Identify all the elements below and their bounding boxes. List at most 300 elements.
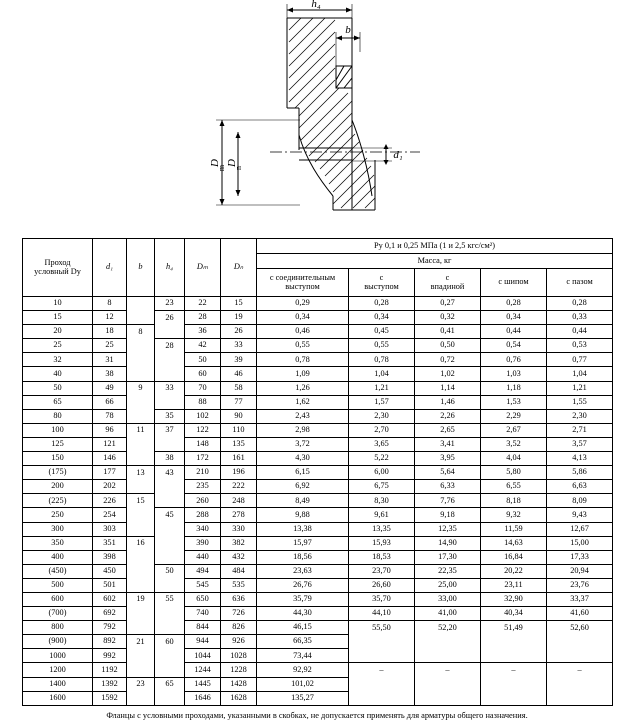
cell-dn: 26 bbox=[221, 325, 257, 339]
cell-mass-slot bbox=[547, 677, 613, 691]
cell-mass-spike: – bbox=[481, 663, 547, 677]
mass-groove-line2: впадиной bbox=[430, 281, 465, 291]
cell-dy: 500 bbox=[23, 578, 93, 592]
cell-mass-groove: 0,41 bbox=[415, 325, 481, 339]
footnote-text: Фланцы с условными проходами, указанными в скобках, не допускается применять для арматуры общего назначения. bbox=[106, 710, 528, 720]
cell-dn: 58 bbox=[221, 381, 257, 395]
cell-b bbox=[127, 311, 155, 325]
cell-mass-joint: 8,49 bbox=[257, 494, 349, 508]
cell-mass-spike: 5,80 bbox=[481, 466, 547, 480]
cell-d1: 1192 bbox=[93, 663, 127, 677]
cell-dm: 235 bbox=[185, 480, 221, 494]
cell-mass-slot: 0,28 bbox=[547, 297, 613, 311]
label-Dm-sub: m bbox=[217, 164, 226, 172]
cell-mass-groove: 6,33 bbox=[415, 480, 481, 494]
cell-b bbox=[127, 508, 155, 522]
cell-h4 bbox=[155, 325, 185, 339]
cell-dm: 1646 bbox=[185, 691, 221, 705]
cell-h4 bbox=[155, 536, 185, 550]
cell-mass-spike: 1,18 bbox=[481, 381, 547, 395]
footnote bbox=[0, 711, 634, 720]
cell-d1: 202 bbox=[93, 480, 127, 494]
cell-mass-groove bbox=[415, 691, 481, 705]
cell-mass-spike: 1,53 bbox=[481, 395, 547, 409]
label-Dn-sub: n bbox=[234, 166, 243, 170]
col-header-mass-tenon bbox=[349, 269, 415, 297]
cell-mass-groove: 2,65 bbox=[415, 423, 481, 437]
cell-mass-tenon: 26,60 bbox=[349, 578, 415, 592]
table-row bbox=[23, 423, 613, 437]
cell-mass-groove: 22,35 bbox=[415, 564, 481, 578]
cell-b bbox=[127, 480, 155, 494]
cell-mass-joint: 3,72 bbox=[257, 437, 349, 451]
cell-dn: 161 bbox=[221, 452, 257, 466]
cell-mass-slot: 20,94 bbox=[547, 564, 613, 578]
cell-mass-slot: 41,60 bbox=[547, 607, 613, 621]
cell-dy: 200 bbox=[23, 480, 93, 494]
cell-h4 bbox=[155, 437, 185, 451]
cell-mass-joint: 9,88 bbox=[257, 508, 349, 522]
cell-d1: 12 bbox=[93, 311, 127, 325]
col-header-dy-line1: Проход bbox=[44, 257, 71, 267]
cell-dy: (450) bbox=[23, 564, 93, 578]
cell-b bbox=[127, 522, 155, 536]
cell-mass-slot: 0,77 bbox=[547, 353, 613, 367]
cell-mass-slot bbox=[547, 635, 613, 649]
cell-b: 9 bbox=[127, 381, 155, 395]
cell-dn: 278 bbox=[221, 508, 257, 522]
cell-h4 bbox=[155, 367, 185, 381]
cell-mass-joint: 101,02 bbox=[257, 677, 349, 691]
cell-mass-spike bbox=[481, 677, 547, 691]
cell-mass-joint: 1,62 bbox=[257, 395, 349, 409]
cell-b bbox=[127, 691, 155, 705]
table-row bbox=[23, 649, 613, 663]
cell-mass-groove: 25,00 bbox=[415, 578, 481, 592]
cell-mass-tenon: 0,34 bbox=[349, 311, 415, 325]
table-row bbox=[23, 437, 613, 451]
cell-dm: 260 bbox=[185, 494, 221, 508]
cell-b: 15 bbox=[127, 494, 155, 508]
table-row bbox=[23, 325, 613, 339]
cell-dn: 1028 bbox=[221, 649, 257, 663]
table-row bbox=[23, 607, 613, 621]
cell-mass-tenon: 6,00 bbox=[349, 466, 415, 480]
cell-dm: 740 bbox=[185, 607, 221, 621]
cell-dy: 10 bbox=[23, 297, 93, 311]
cell-mass-slot: 2,30 bbox=[547, 409, 613, 423]
table-row bbox=[23, 297, 613, 311]
cell-mass-tenon bbox=[349, 649, 415, 663]
cell-d1: 692 bbox=[93, 607, 127, 621]
table-row bbox=[23, 592, 613, 606]
cell-mass-spike: 16,84 bbox=[481, 550, 547, 564]
cell-dm: 22 bbox=[185, 297, 221, 311]
cell-dy: 40 bbox=[23, 367, 93, 381]
table-row bbox=[23, 494, 613, 508]
cell-h4: 65 bbox=[155, 677, 185, 691]
cell-dy: (225) bbox=[23, 494, 93, 508]
cell-mass-slot: 0,33 bbox=[547, 311, 613, 325]
cell-mass-spike: 14,63 bbox=[481, 536, 547, 550]
cell-b bbox=[127, 564, 155, 578]
cell-mass-groove: – bbox=[415, 663, 481, 677]
cell-d1: 892 bbox=[93, 635, 127, 649]
cell-mass-tenon: 35,70 bbox=[349, 592, 415, 606]
table-row bbox=[23, 452, 613, 466]
cell-mass-joint: 6,92 bbox=[257, 480, 349, 494]
col-header-h4: h₄ bbox=[155, 239, 185, 297]
cell-mass-groove: 7,76 bbox=[415, 494, 481, 508]
cell-mass-groove: 1,02 bbox=[415, 367, 481, 381]
col-header-dy bbox=[23, 239, 93, 297]
cell-mass-joint: 2,98 bbox=[257, 423, 349, 437]
cell-dn: 1228 bbox=[221, 663, 257, 677]
cell-b bbox=[127, 621, 155, 635]
cell-mass-joint: 2,43 bbox=[257, 409, 349, 423]
cell-h4 bbox=[155, 522, 185, 536]
cell-d1: 1592 bbox=[93, 691, 127, 705]
table-row bbox=[23, 480, 613, 494]
cell-mass-slot: 17,33 bbox=[547, 550, 613, 564]
mass-title: Масса, кг bbox=[257, 254, 613, 269]
cell-mass-groove: 1,14 bbox=[415, 381, 481, 395]
cell-h4: 37 bbox=[155, 423, 185, 437]
table-row bbox=[23, 536, 613, 550]
table-row bbox=[23, 691, 613, 705]
cell-h4 bbox=[155, 607, 185, 621]
cell-mass-joint: 1,09 bbox=[257, 367, 349, 381]
cell-dm: 88 bbox=[185, 395, 221, 409]
cell-dn: 432 bbox=[221, 550, 257, 564]
cell-mass-slot: 23,76 bbox=[547, 578, 613, 592]
cell-mass-joint: 66,35 bbox=[257, 635, 349, 649]
cell-h4: 35 bbox=[155, 409, 185, 423]
cell-dm: 1044 bbox=[185, 649, 221, 663]
table-row bbox=[23, 663, 613, 677]
cell-d1: 66 bbox=[93, 395, 127, 409]
cell-dn: 1628 bbox=[221, 691, 257, 705]
cell-h4 bbox=[155, 691, 185, 705]
cell-mass-groove bbox=[415, 677, 481, 691]
cell-b bbox=[127, 437, 155, 451]
table-row bbox=[23, 381, 613, 395]
cell-dn: 484 bbox=[221, 564, 257, 578]
cell-mass-groove: 0,32 bbox=[415, 311, 481, 325]
cell-dy: (175) bbox=[23, 466, 93, 480]
cell-mass-groove: 1,46 bbox=[415, 395, 481, 409]
cell-dn: 248 bbox=[221, 494, 257, 508]
cell-h4: 38 bbox=[155, 452, 185, 466]
col-header-b: b bbox=[127, 239, 155, 297]
cell-dm: 210 bbox=[185, 466, 221, 480]
cell-mass-slot: 52,60 bbox=[547, 621, 613, 635]
cell-mass-joint: 73,44 bbox=[257, 649, 349, 663]
cell-b: 8 bbox=[127, 325, 155, 339]
cell-dy: 1200 bbox=[23, 663, 93, 677]
label-h4: h₄ bbox=[311, 0, 321, 10]
cell-dy: 150 bbox=[23, 452, 93, 466]
table-row bbox=[23, 409, 613, 423]
cell-dy: 600 bbox=[23, 592, 93, 606]
cell-mass-tenon bbox=[349, 677, 415, 691]
cell-mass-groove bbox=[415, 635, 481, 649]
cell-mass-slot: 4,13 bbox=[547, 452, 613, 466]
cell-mass-spike: 0,44 bbox=[481, 325, 547, 339]
cell-mass-groove: 0,72 bbox=[415, 353, 481, 367]
cell-mass-spike: 20,22 bbox=[481, 564, 547, 578]
cell-dm: 102 bbox=[185, 409, 221, 423]
cell-mass-groove: 17,30 bbox=[415, 550, 481, 564]
cell-d1: 351 bbox=[93, 536, 127, 550]
cell-mass-joint: 4,30 bbox=[257, 452, 349, 466]
table-row bbox=[23, 677, 613, 691]
cell-dn: 222 bbox=[221, 480, 257, 494]
cell-mass-groove bbox=[415, 649, 481, 663]
cell-mass-slot: 33,37 bbox=[547, 592, 613, 606]
flange-dimensions-table bbox=[22, 238, 613, 706]
cell-mass-tenon: 0,55 bbox=[349, 339, 415, 353]
cell-mass-spike: 8,18 bbox=[481, 494, 547, 508]
col-header-d1: d₁ bbox=[93, 239, 127, 297]
cell-mass-joint: 6,15 bbox=[257, 466, 349, 480]
cell-mass-groove: 2,26 bbox=[415, 409, 481, 423]
cell-dn: 1428 bbox=[221, 677, 257, 691]
cell-mass-joint: 35,79 bbox=[257, 592, 349, 606]
table-row bbox=[23, 550, 613, 564]
cell-mass-tenon: – bbox=[349, 663, 415, 677]
cell-dm: 172 bbox=[185, 452, 221, 466]
cell-mass-slot: 0,53 bbox=[547, 339, 613, 353]
col-header-dm: Dₘ bbox=[185, 239, 221, 297]
cell-mass-spike: 2,29 bbox=[481, 409, 547, 423]
cell-dn: 90 bbox=[221, 409, 257, 423]
cell-mass-spike: 3,52 bbox=[481, 437, 547, 451]
cell-mass-slot: 3,57 bbox=[547, 437, 613, 451]
cell-mass-slot: 1,55 bbox=[547, 395, 613, 409]
cell-dm: 148 bbox=[185, 437, 221, 451]
cell-mass-spike: 4,04 bbox=[481, 452, 547, 466]
cell-mass-joint: 0,55 bbox=[257, 339, 349, 353]
cell-mass-tenon: 15,93 bbox=[349, 536, 415, 550]
cell-mass-joint: 46,15 bbox=[257, 621, 349, 635]
cell-mass-groove: 33,00 bbox=[415, 592, 481, 606]
cell-dn: 826 bbox=[221, 621, 257, 635]
cell-dn: 726 bbox=[221, 607, 257, 621]
cell-mass-tenon: 55,50 bbox=[349, 621, 415, 635]
mass-joint-line1: с соединительным bbox=[269, 272, 336, 282]
cell-mass-joint: 13,38 bbox=[257, 522, 349, 536]
flange-dimensions-table-wrapper bbox=[0, 238, 634, 706]
cell-b: 11 bbox=[127, 423, 155, 437]
cell-mass-slot: 2,71 bbox=[547, 423, 613, 437]
cell-mass-tenon: 1,57 bbox=[349, 395, 415, 409]
cell-d1: 303 bbox=[93, 522, 127, 536]
cell-b bbox=[127, 607, 155, 621]
cell-mass-slot: 1,04 bbox=[547, 367, 613, 381]
cell-dm: 340 bbox=[185, 522, 221, 536]
cell-d1: 501 bbox=[93, 578, 127, 592]
cell-dy: (700) bbox=[23, 607, 93, 621]
cell-mass-spike: 9,32 bbox=[481, 508, 547, 522]
cell-d1: 254 bbox=[93, 508, 127, 522]
cell-dy: 1000 bbox=[23, 649, 93, 663]
table-row bbox=[23, 466, 613, 480]
cell-b bbox=[127, 395, 155, 409]
cell-mass-tenon: 8,30 bbox=[349, 494, 415, 508]
cell-dn: 77 bbox=[221, 395, 257, 409]
cell-mass-joint: 1,26 bbox=[257, 381, 349, 395]
col-header-dy-line2: условный Dу bbox=[34, 266, 81, 276]
cell-mass-tenon: 0,28 bbox=[349, 297, 415, 311]
table-body bbox=[23, 297, 613, 706]
cell-d1: 31 bbox=[93, 353, 127, 367]
cell-mass-groove: 52,20 bbox=[415, 621, 481, 635]
cell-dy: 350 bbox=[23, 536, 93, 550]
cell-mass-spike: 51,49 bbox=[481, 621, 547, 635]
mass-tenon-line2: выступом bbox=[364, 281, 399, 291]
table-row bbox=[23, 339, 613, 353]
label-d1: d₁ bbox=[393, 149, 403, 161]
cell-dn: 330 bbox=[221, 522, 257, 536]
cell-d1: 8 bbox=[93, 297, 127, 311]
cell-h4 bbox=[155, 353, 185, 367]
cell-mass-slot: 0,44 bbox=[547, 325, 613, 339]
cell-dy: 50 bbox=[23, 381, 93, 395]
cell-b bbox=[127, 578, 155, 592]
cell-dy: 32 bbox=[23, 353, 93, 367]
cell-b bbox=[127, 353, 155, 367]
cell-mass-spike: 6,55 bbox=[481, 480, 547, 494]
cell-h4: 26 bbox=[155, 311, 185, 325]
cell-dn: 135 bbox=[221, 437, 257, 451]
table-row bbox=[23, 564, 613, 578]
cell-dn: 46 bbox=[221, 367, 257, 381]
cell-dm: 70 bbox=[185, 381, 221, 395]
cell-h4 bbox=[155, 663, 185, 677]
cell-mass-groove: 9,18 bbox=[415, 508, 481, 522]
cell-h4 bbox=[155, 494, 185, 508]
cell-mass-joint: 0,78 bbox=[257, 353, 349, 367]
cell-dm: 944 bbox=[185, 635, 221, 649]
cell-dy: 250 bbox=[23, 508, 93, 522]
cell-mass-joint: 44,30 bbox=[257, 607, 349, 621]
cell-b bbox=[127, 452, 155, 466]
cell-d1: 1392 bbox=[93, 677, 127, 691]
table-row bbox=[23, 395, 613, 409]
cell-mass-groove: 0,50 bbox=[415, 339, 481, 353]
cell-dy: 1600 bbox=[23, 691, 93, 705]
cell-mass-slot: – bbox=[547, 663, 613, 677]
cell-dy: 65 bbox=[23, 395, 93, 409]
cell-dm: 50 bbox=[185, 353, 221, 367]
cell-b bbox=[127, 409, 155, 423]
cell-mass-slot: 1,21 bbox=[547, 381, 613, 395]
cell-dm: 440 bbox=[185, 550, 221, 564]
cell-d1: 25 bbox=[93, 339, 127, 353]
cell-mass-slot: 12,67 bbox=[547, 522, 613, 536]
cell-mass-joint: 135,27 bbox=[257, 691, 349, 705]
cell-dy: 800 bbox=[23, 621, 93, 635]
cell-mass-spike bbox=[481, 635, 547, 649]
cell-mass-tenon: 0,78 bbox=[349, 353, 415, 367]
cell-mass-spike: 11,59 bbox=[481, 522, 547, 536]
cell-b: 23 bbox=[127, 677, 155, 691]
cell-mass-tenon: 5,22 bbox=[349, 452, 415, 466]
cell-h4: 43 bbox=[155, 466, 185, 480]
cell-d1: 49 bbox=[93, 381, 127, 395]
cell-dm: 122 bbox=[185, 423, 221, 437]
pressure-title: Pу 0,1 и 0,25 МПа (1 и 2,5 кгс/см²) bbox=[257, 239, 613, 254]
cell-dm: 288 bbox=[185, 508, 221, 522]
cell-dy: 400 bbox=[23, 550, 93, 564]
cell-dn: 535 bbox=[221, 578, 257, 592]
cell-mass-spike bbox=[481, 691, 547, 705]
cell-b bbox=[127, 663, 155, 677]
cell-mass-groove: 3,95 bbox=[415, 452, 481, 466]
cell-b bbox=[127, 297, 155, 311]
cell-dm: 650 bbox=[185, 592, 221, 606]
cell-mass-spike: 1,03 bbox=[481, 367, 547, 381]
cell-mass-slot: 6,63 bbox=[547, 480, 613, 494]
cell-dy: 25 bbox=[23, 339, 93, 353]
cell-h4: 23 bbox=[155, 297, 185, 311]
table-row bbox=[23, 621, 613, 635]
cell-mass-tenon: 2,30 bbox=[349, 409, 415, 423]
cell-dm: 545 bbox=[185, 578, 221, 592]
table-row bbox=[23, 367, 613, 381]
col-header-mass-slot: с пазом bbox=[547, 269, 613, 297]
cell-mass-groove: 12,35 bbox=[415, 522, 481, 536]
cell-b: 21 bbox=[127, 635, 155, 649]
cell-d1: 146 bbox=[93, 452, 127, 466]
cell-b bbox=[127, 550, 155, 564]
cell-h4 bbox=[155, 578, 185, 592]
cell-dm: 1445 bbox=[185, 677, 221, 691]
cell-dn: 110 bbox=[221, 423, 257, 437]
table-row bbox=[23, 522, 613, 536]
table-row bbox=[23, 311, 613, 325]
cell-mass-joint: 23,63 bbox=[257, 564, 349, 578]
label-Dn: D bbox=[226, 159, 238, 167]
cell-dn: 196 bbox=[221, 466, 257, 480]
cell-mass-spike bbox=[481, 649, 547, 663]
cell-mass-tenon: 18,53 bbox=[349, 550, 415, 564]
col-header-dn: Dₙ bbox=[221, 239, 257, 297]
cell-mass-joint: 15,97 bbox=[257, 536, 349, 550]
cell-dn: 382 bbox=[221, 536, 257, 550]
cell-mass-groove: 0,27 bbox=[415, 297, 481, 311]
cell-d1: 121 bbox=[93, 437, 127, 451]
cell-dn: 926 bbox=[221, 635, 257, 649]
col-header-mass-spike: с шипом bbox=[481, 269, 547, 297]
label-b: b bbox=[345, 24, 351, 36]
cell-mass-joint: 18,56 bbox=[257, 550, 349, 564]
cell-dy: 125 bbox=[23, 437, 93, 451]
cell-mass-joint: 0,29 bbox=[257, 297, 349, 311]
label-Dm: D bbox=[209, 159, 221, 167]
cell-mass-tenon: 44,10 bbox=[349, 607, 415, 621]
cell-mass-joint: 92,92 bbox=[257, 663, 349, 677]
cell-dm: 28 bbox=[185, 311, 221, 325]
cell-dn: 33 bbox=[221, 339, 257, 353]
cell-b: 16 bbox=[127, 536, 155, 550]
cell-h4 bbox=[155, 550, 185, 564]
cell-dy: 15 bbox=[23, 311, 93, 325]
cell-h4: 60 bbox=[155, 635, 185, 649]
cell-mass-tenon: 0,45 bbox=[349, 325, 415, 339]
cell-mass-joint: 0,46 bbox=[257, 325, 349, 339]
